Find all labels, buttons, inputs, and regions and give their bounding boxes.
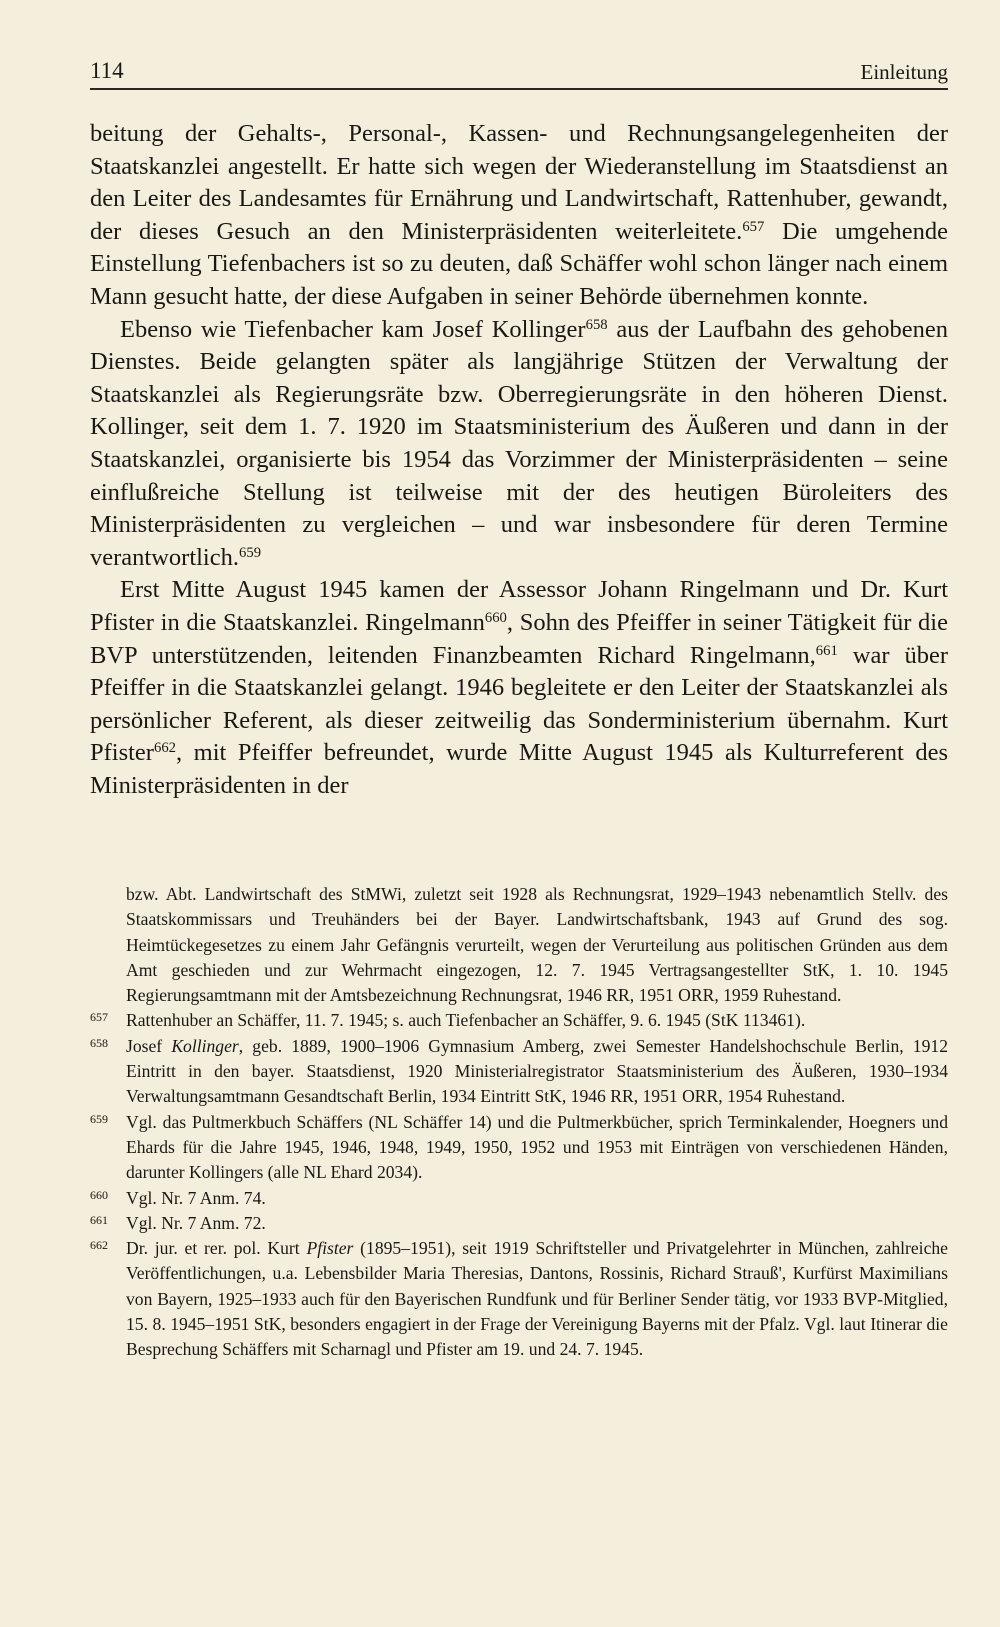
- footnote-number: 662: [90, 1238, 108, 1253]
- footnote-number: 658: [90, 1035, 108, 1050]
- footnote-662: [90, 1236, 948, 1362]
- footnote-number: 660: [90, 1187, 108, 1202]
- footnote-text: Dr. jur. et rer. pol. Kurt: [126, 1238, 307, 1259]
- text-run: aus der Laufbahn des gehobenen Dienstes. Beide gelangten später als langjährige Stützen der Verwaltung der Staatskanzlei als Regierungsräte bzw. Oberregierungsräte in den höheren Dienst. Kollinger, seit dem 1. 7. 1920 im Staatsministerium des Äußeren und dann in der Staatskanzlei, organisierte bis 1954 das Vorzimmer der Ministerpräsidenten – seine einflußreiche Stellung ist teilweise mit der des heutigen Büroleiters des Ministerpräsidenten zu vergleichen – und war insbesondere für deren Termine verantwortlich.: [90, 315, 948, 571]
- footnote-number: 661: [90, 1212, 108, 1227]
- footnote-ref-661: 661: [815, 642, 838, 659]
- footnote-657: [90, 1008, 948, 1033]
- footnotes: [90, 882, 948, 1363]
- footnote-number: 657: [90, 1010, 108, 1025]
- text-run: Erst Mitte August 1945 kamen der Assessor Johann Ringelmann und Dr. Kurt Pfister in die Staatskanzlei. Ringelmann: [90, 576, 948, 636]
- paragraph-2: [90, 314, 948, 575]
- text-run: beitung der Gehalts-, Personal-, Kassen- und Rechnungsangelegenheiten der Staatskanzlei angestellt. Er hatte sich wegen der Wiederanstellung im Staatsdienst an den Leiter des Landesamtes für Ernährung und Landwirtschaft, Rattenhuber, gewandt, der dieses Gesuch an den Ministerpräsidenten weiterleitete.: [90, 120, 948, 245]
- text-run: Ebenso wie Tiefenbacher kam Josef Kollinger: [120, 315, 586, 343]
- footnote-continuation: bzw. Abt. Landwirtschaft des StMWi, zuletzt seit 1928 als Rechnungsrat, 1929–1943 nebenamtlich Stellv. des Staatskommissars und Treuhänders bei der Bayer. Landwirtschaftsbank, 1943 auf Grund des sog. Heimtückegesetzes zu einem Jahr Gefängnis verurteilt, wegen der Verurteilung aus politischen Gründen aus dem Amt geschieden und zur Wehrmacht eingezogen, 12. 7. 1945 Vertragsangestellter StK, 1. 10. 1945 Regierungsamtmann mit der Amtsbezeichnung Rechnungsrat, 1946 RR, 1951 ORR, 1959 Ruhestand.: [126, 884, 948, 1006]
- footnote-text: Vgl. Nr. 7 Anm. 74.: [126, 1187, 266, 1208]
- page-number: 114: [90, 58, 124, 83]
- footnote-658: [90, 1034, 948, 1110]
- footnote-660: [90, 1186, 948, 1211]
- page-header: [90, 56, 948, 90]
- footnote-text: Rattenhuber an Schäffer, 11. 7. 1945; s. auch Tiefenbacher an Schäffer, 9. 6. 1945 (StK 113461).: [126, 1010, 806, 1031]
- paragraph-3: [90, 574, 948, 802]
- footnote-ref-659: 659: [239, 544, 262, 561]
- footnote-ref-658: 658: [585, 316, 608, 333]
- footnote-ref-662: 662: [153, 740, 176, 757]
- footnote-ref-657: 657: [742, 218, 765, 235]
- person-name: Kollinger: [171, 1035, 239, 1056]
- text-run: war über Pfeiffer in die Staatskanzlei gelangt. 1946 begleitete er den Leiter der Staatskanzlei als persönlicher Referent, als dieser zeitweilig das Sonderministerium übernahm. Kurt Pfister: [90, 641, 949, 767]
- footnote-text: (1895–1951), seit 1919 Schriftsteller und Privatgelehrter in München, zahlreiche Veröffentlichungen, u.a. Lebensbilder Maria Theresias, Dantons, Rossinis, Richard Strauß', Kurfürst Maximilians von Bayern, 1925–1933 auch für den Bayerischen Rundfunk und für Berliner Sender tätig, vor 1933 BVP-Mitglied, 15. 8. 1945–1951 StK, besonders engagiert in der Frage der Vereinigung Bayerns mit der Pfalz. Vgl. laut Itinerar die Besprechung Schäffers mit Scharnagl und Pfister am 19. und 24. 7. 1945.: [126, 1238, 948, 1360]
- paragraph-1: [90, 118, 948, 314]
- person-name: Pfister: [306, 1238, 354, 1259]
- footnote-ref-660: 660: [484, 609, 507, 626]
- running-title: Einleitung: [860, 60, 948, 84]
- main-text: [90, 118, 948, 802]
- footnote-number: 659: [90, 1111, 108, 1126]
- footnote-text: Josef: [126, 1035, 172, 1056]
- footnote-661: [90, 1211, 948, 1236]
- text-run: Die umgehende Einstellung Tiefenbachers ist so zu deuten, daß Schäffer wohl schon länger nach einem Mann gesucht hatte, der diese Aufgaben in seiner Behörde übernehmen konnte.: [90, 217, 948, 310]
- text-run: , mit Pfeiffer befreundet, wurde Mitte August 1945 als Kulturreferent des Ministerpräsidenten in der: [90, 739, 948, 799]
- text-run: , Sohn des Pfeiffer in seiner Tätigkeit für die BVP unterstützenden, leitenden Finanzbeamten Richard Ringelmann,: [90, 608, 948, 669]
- footnote-text: Vgl. das Pultmerkbuch Schäffers (NL Schäffer 14) und die Pultmerkbücher, sprich Terminkalender, Hoegners und Ehards für die Jahre 1945, 1946, 1948, 1949, 1950, 1952 und 1953 mit Einträgen von verschiedenen Händen, darunter Kollingers (alle NL Ehard 2034).: [126, 1111, 948, 1183]
- footnote-659: [90, 1110, 948, 1186]
- footnote-text: , geb. 1889, 1900–1906 Gymnasium Amberg, zwei Semester Handelshochschule Berlin, 1912 Eintritt in den bayer. Staatsdienst, 1920 Ministerialregistrator Staatsministerium des Äußeren, 1930–1934 Verwaltungsamtmann Gesandtschaft Berlin, 1934 Eintritt StK, 1946 RR, 1951 ORR, 1954 Ruhestand.: [126, 1035, 948, 1107]
- footnote-text: Vgl. Nr. 7 Anm. 72.: [126, 1212, 266, 1233]
